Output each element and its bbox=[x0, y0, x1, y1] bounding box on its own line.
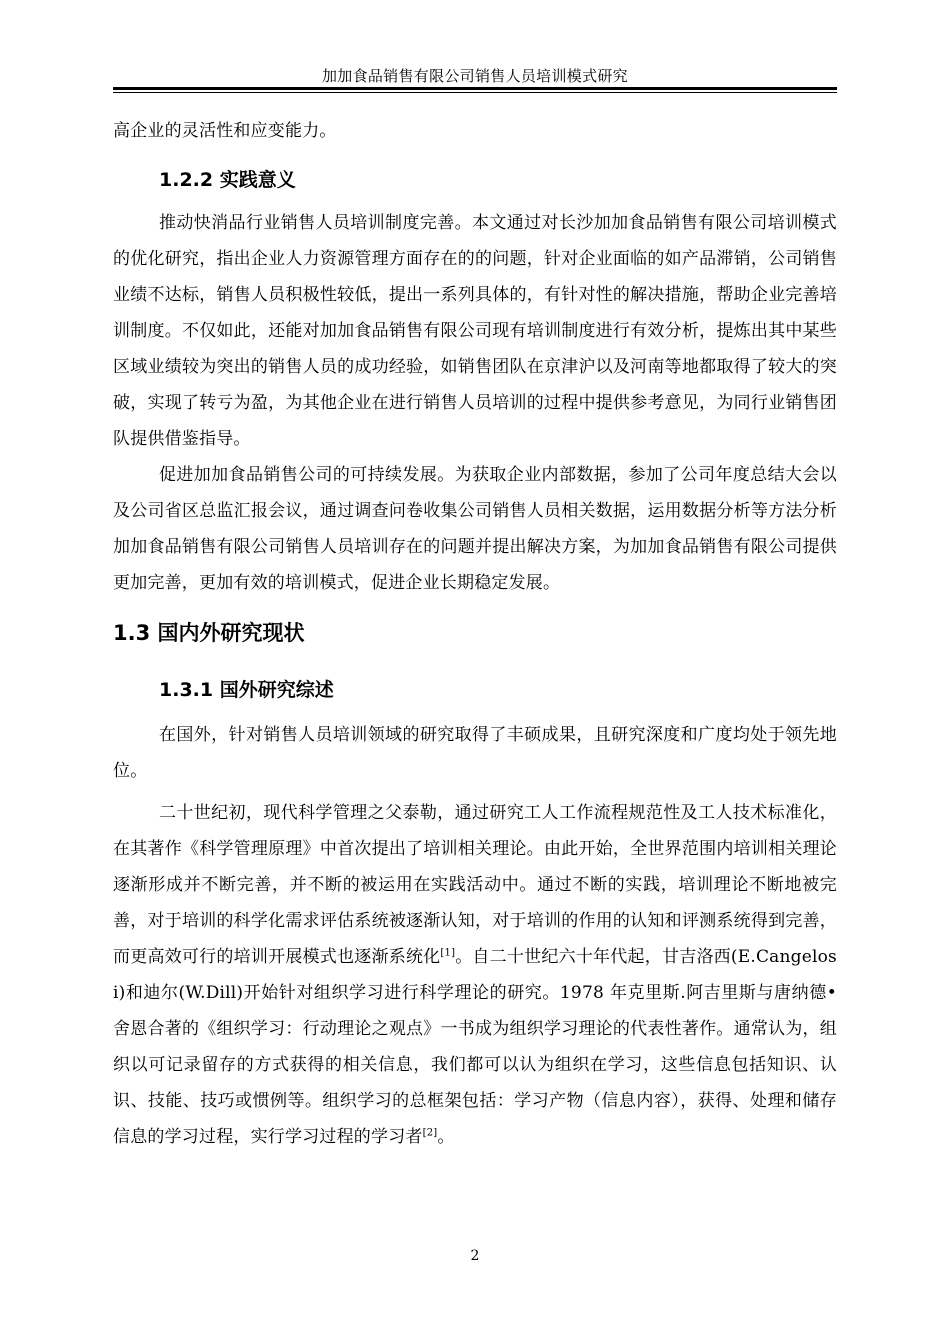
page-number: 2 bbox=[470, 1248, 480, 1264]
header-rule-thin bbox=[113, 92, 837, 93]
heading-1-2-2: 1.2.2 实践意义 bbox=[159, 169, 296, 191]
citation-ref-2[interactable]: [2] bbox=[422, 1127, 438, 1139]
page-header-title: 加加食品销售有限公司销售人员培训模式研究 bbox=[321, 67, 628, 85]
paragraph-abroad-2-part-c: 。 bbox=[437, 1127, 455, 1147]
paragraph-abroad-2 bbox=[113, 795, 837, 1155]
paragraph-abroad-2-part-a: 二十世纪初，现代科学管理之父泰勒，通过研究工人工作流程规范性及工人技术标准化，在其著作《科学管理原理》中首次提出了培训相关理论。由此开始，全世界范围内培训相关理论逐渐形成并不断完善，并不断的被运用在实践活动中。通过不断的实践，培训理论不断地被完善，对于培训的科学化需求评估系统被逐渐认知，对于培训的作用的认知和评测系统得到完善，而更高效可行的培训开展模式也逐渐系统化 bbox=[113, 803, 837, 967]
paragraph-continued: 高企业的灵活性和应变能力。 bbox=[113, 121, 337, 141]
citation-ref-1[interactable]: [1] bbox=[440, 947, 456, 959]
heading-1-3-1: 1.3.1 国外研究综述 bbox=[159, 679, 334, 701]
paragraph-practice-2: 促进加加食品销售公司的可持续发展。为获取企业内部数据，参加了公司年度总结大会以及公司省区总监汇报会议，通过调查问卷收集公司销售人员相关数据，运用数据分析等方法分析加加食品销售有限公司销售人员培训存在的问题并提出解决方案，为加加食品销售有限公司提供更加完善，更加有效的培训模式，促进企业长期稳定发展。 bbox=[113, 465, 837, 593]
header-rule-thick bbox=[113, 87, 837, 90]
page-content bbox=[113, 113, 837, 1155]
heading-1-3: 1.3 国内外研究现状 bbox=[113, 621, 305, 645]
paragraph-abroad-1: 在国外，针对销售人员培训领域的研究取得了丰硕成果，且研究深度和广度均处于领先地位。 bbox=[113, 725, 837, 781]
paragraph-abroad-2-part-b: 。自二十世纪六十年代起，甘吉洛西(E.Cangelosi)和迪尔(W.Dill)开始针对组织学习进行科学理论的研究。1978 年克里斯.阿吉里斯与唐纳德•舍恩合著的《组织学习：行动理论之观点》一书成为组织学习理论的代表性著作。通常认为，组织以可记录留存的方式获得的相关信息，我们都可以认为组织在学习，这些信息包括知识、认识、技能、技巧或惯例等。组织学习的总框架包括：学习产物（信息内容），获得、处理和储存信息的学习过程，实行学习过程的学习者 bbox=[113, 947, 837, 1147]
paragraph-practice-1: 推动快消品行业销售人员培训制度完善。本文通过对长沙加加食品销售有限公司培训模式的优化研究，指出企业人力资源管理方面存在的的问题，针对企业面临的如产品滞销，公司销售业绩不达标，销售人员积极性较低，提出一系列具体的，有针对性的解决措施，帮助企业完善培训制度。不仅如此，还能对加加食品销售有限公司现有培训制度进行有效分析，提炼出其中某些区域业绩较为突出的销售人员的成功经验，如销售团队在京津沪以及河南等地都取得了较大的突破，实现了转亏为盈，为其他企业在进行销售人员培训的过程中提供参考意见，为同行业销售团队提供借鉴指导。 bbox=[113, 213, 837, 449]
